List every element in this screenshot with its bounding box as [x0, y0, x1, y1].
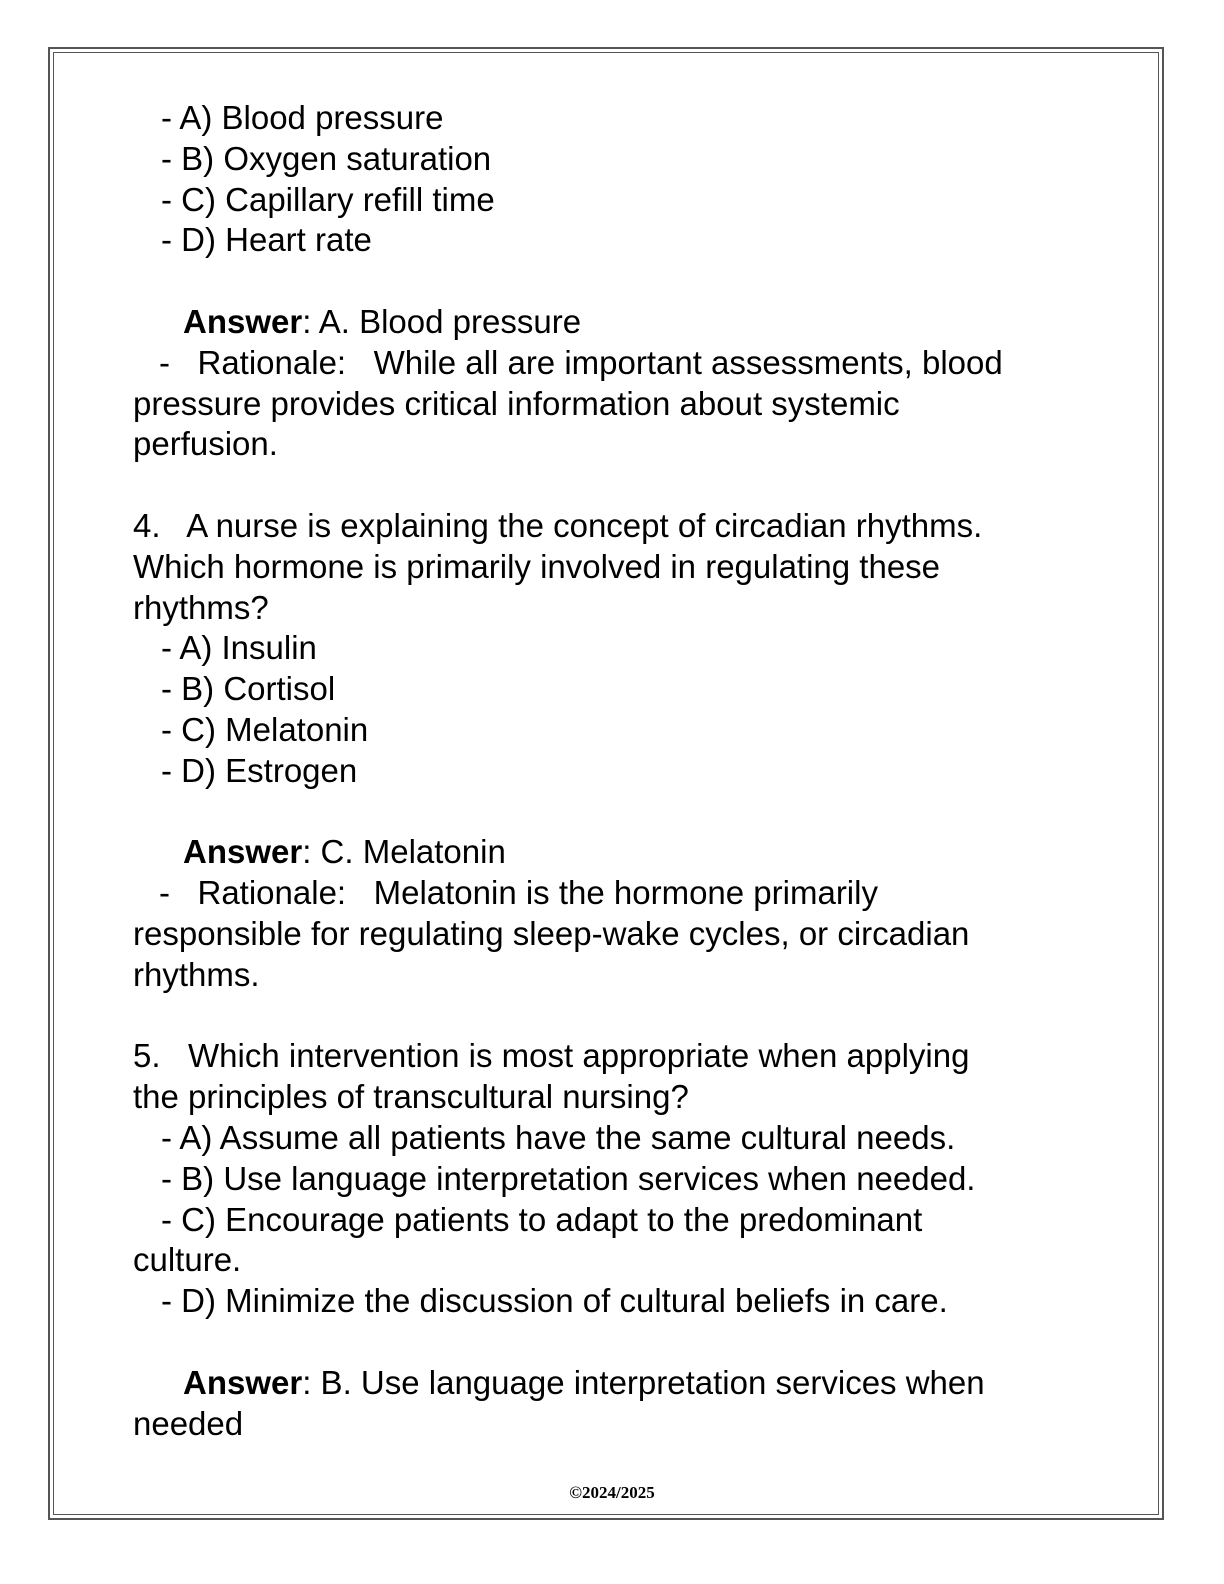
option-c: - C) Encourage patients to adapt to the predominant: [161, 1200, 923, 1238]
question-3-options: [133, 98, 1093, 261]
spacer: [133, 261, 1093, 302]
question-4-options: [133, 628, 1093, 791]
spacer: [133, 1322, 1093, 1363]
spacer: [133, 792, 1093, 833]
rationale-line: rhythms.: [133, 955, 260, 993]
document-body: [133, 98, 1093, 1444]
copyright-footer: ©2024/2025: [569, 1483, 655, 1502]
question-line: 5. Which intervention is most appropriate when applying: [133, 1037, 970, 1075]
option-d: - D) Minimize the discussion of cultural beliefs in care.: [161, 1282, 948, 1320]
rationale-line: pressure provides critical information about systemic: [133, 384, 900, 422]
option-a: - A) Assume all patients have the same cultural needs.: [161, 1118, 956, 1156]
option-c-continuation: culture.: [133, 1241, 242, 1279]
rationale-line: responsible for regulating sleep-wake cycles, or circadian: [133, 914, 970, 952]
question-line: Which hormone is primarily involved in regulating these: [133, 547, 941, 585]
answer-label: Answer: [183, 833, 303, 871]
option-d: - D) Estrogen: [161, 751, 358, 789]
answer-text: : C. Melatonin: [302, 833, 506, 871]
question-line: rhythms?: [133, 588, 269, 626]
question-3-rationale: [133, 343, 1093, 465]
question-3-answer: [133, 302, 1093, 343]
question-4-answer: [133, 832, 1093, 873]
option-b: - B) Cortisol: [161, 670, 336, 708]
rationale-line: - Rationale: While all are important assessments, blood: [159, 343, 1003, 381]
answer-text: : A. Blood pressure: [302, 302, 582, 340]
rationale-line: perfusion.: [133, 425, 278, 463]
option-a: - A) Blood pressure: [161, 99, 444, 136]
option-b: - B) Use language interpretation services when needed.: [161, 1159, 976, 1197]
question-5-answer: [133, 1363, 1093, 1404]
question-line: 4. A nurse is explaining the concept of circadian rhythms.: [133, 506, 983, 544]
option-a: - A) Insulin: [161, 629, 317, 667]
answer-continuation: needed: [133, 1404, 244, 1442]
option-c: - C) Capillary refill time: [161, 180, 495, 218]
answer-text: : B. Use language interpretation services when: [302, 1363, 985, 1401]
answer-label: Answer: [183, 302, 303, 340]
question-5-stem: [133, 1036, 1093, 1118]
spacer: [133, 996, 1093, 1037]
answer-label: Answer: [183, 1363, 303, 1401]
question-line: the principles of transcultural nursing?: [133, 1078, 689, 1116]
question-5-options: [133, 1118, 1093, 1322]
option-c: - C) Melatonin: [161, 710, 369, 748]
rationale-line: - Rationale: Melatonin is the hormone primarily: [159, 874, 878, 912]
option-b: - B) Oxygen saturation: [161, 139, 492, 177]
spacer: [133, 465, 1093, 506]
option-d: - D) Heart rate: [161, 221, 372, 259]
question-4-rationale: [133, 873, 1093, 995]
question-4-stem: [133, 506, 1093, 628]
